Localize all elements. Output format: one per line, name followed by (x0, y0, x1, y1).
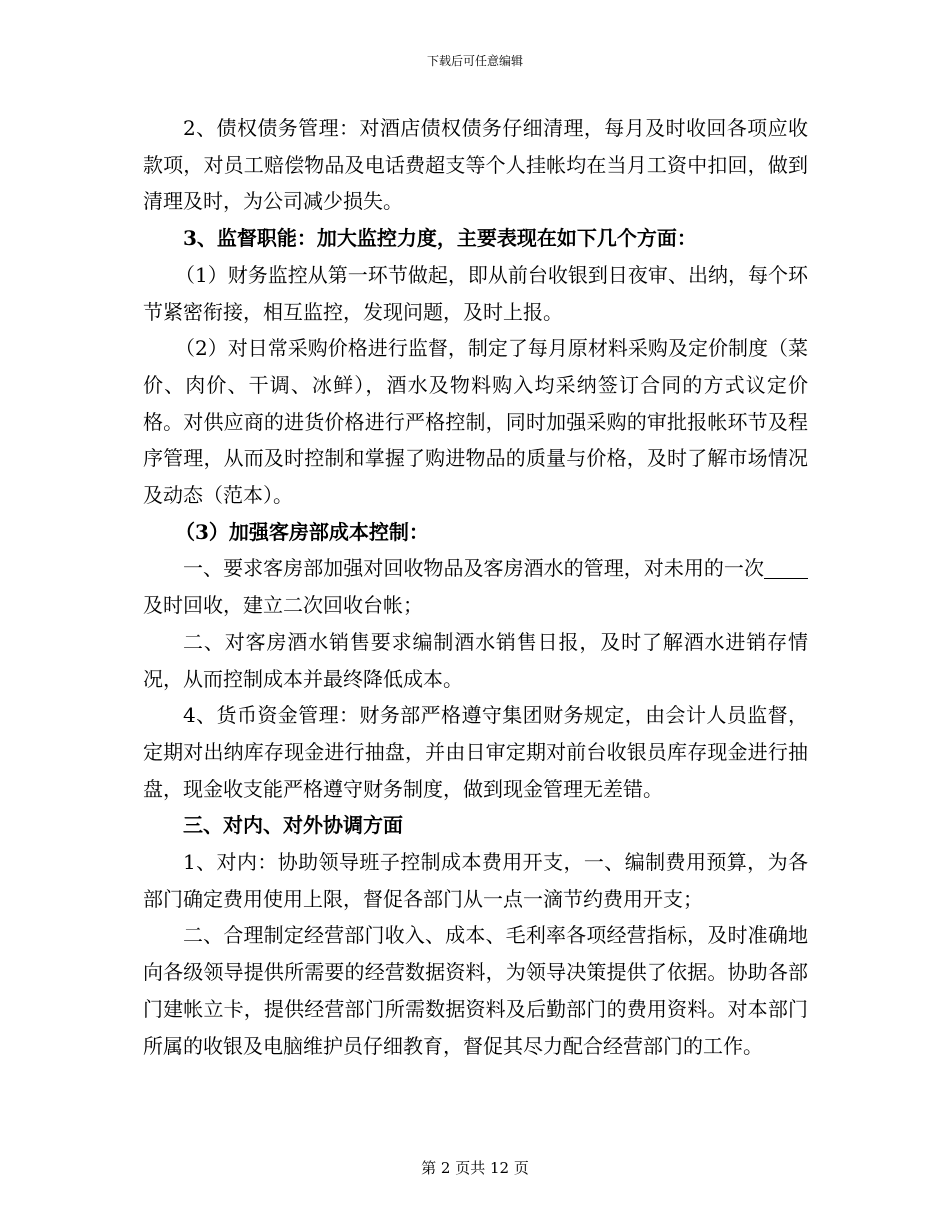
paragraph-operating-indicators: 二、合理制定经营部门收入、成本、毛利率各项经营指标，及时准确地向各级领导提供所需要的经营数据资料，为领导决策提供了依据。协助各部门建帐立卡，提供经营部门所需数据资料及后勤部门的费用资料。对本部门所属的收银及电脑维护员仔细教育，督促其尽力配合经营部门的工作。 (143, 923, 808, 1058)
paragraph-financial-monitoring: （1）财务监控从第一环节做起，即从前台收银到日夜审、出纳，每个环节紧密衔接，相互监控，发现问题，及时上报。 (143, 262, 808, 324)
paragraph-internal-coordination: 1、对内：协助领导班子控制成本费用开支，一、编制费用预算，为各部门确定费用使用上限，督促各部门从一点一滴节约费用开支； (143, 850, 808, 911)
heading-housekeeping-cost: （3）加强客房部成本控制： (175, 519, 429, 544)
blank-underline (764, 558, 808, 579)
heading-supervision-function: 3、监督职能：加大监控力度，主要表现在如下几个方面： (183, 226, 697, 251)
paragraph-recycling-after: 及时回收，建立二次回收台帐； (143, 593, 423, 618)
page-header: 下载后可任意编辑 (426, 54, 523, 68)
paragraph-cash-management: 4、货币资金管理：财务部严格遵守集团财务规定，由会计人员监督，定期对出纳库存现金进行抽盘，并由日审定期对前台收银员库存现金进行抽盘，现金收支能严格遵守财务制度，做到现金管理无差错。 (143, 703, 808, 801)
paragraph-recycling (143, 550, 808, 623)
paragraph-procurement-price: （2）对日常采购价格进行监督，制定了每月原材料采购及定价制度（菜价、肉价、干调、冰鲜），酒水及物料购入均采纳签订合同的方式议定价格。对供应商的进货价格进行严格控制，同时加强采购的审批报帐环节及程序管理，从而及时控制和掌握了购进物品的质量与价格，及时了解市场情况及动态（范本）。 (143, 336, 808, 508)
paragraph-debt-management: 2、债权债务管理：对酒店债权债务仔细清理，每月及时收回各项应收款项，对员工赔偿物品及电话费超支等个人挂帐均在当月工资中扣回，做到清理及时，为公司减少损失。 (143, 116, 808, 214)
document-body (143, 110, 808, 1064)
heading-coordination: 三、对内、对外协调方面 (183, 813, 403, 838)
paragraph-recycling-before: 一、要求客房部加强对回收物品及客房酒水的管理，对未用的一次 (183, 556, 764, 581)
page-footer: 第 2 页共 12 页 (421, 1159, 529, 1177)
paragraph-beverage-sales: 二、对客房酒水销售要求编制酒水销售日报，及时了解酒水进销存情况，从而控制成本并最终降低成本。 (143, 629, 808, 691)
